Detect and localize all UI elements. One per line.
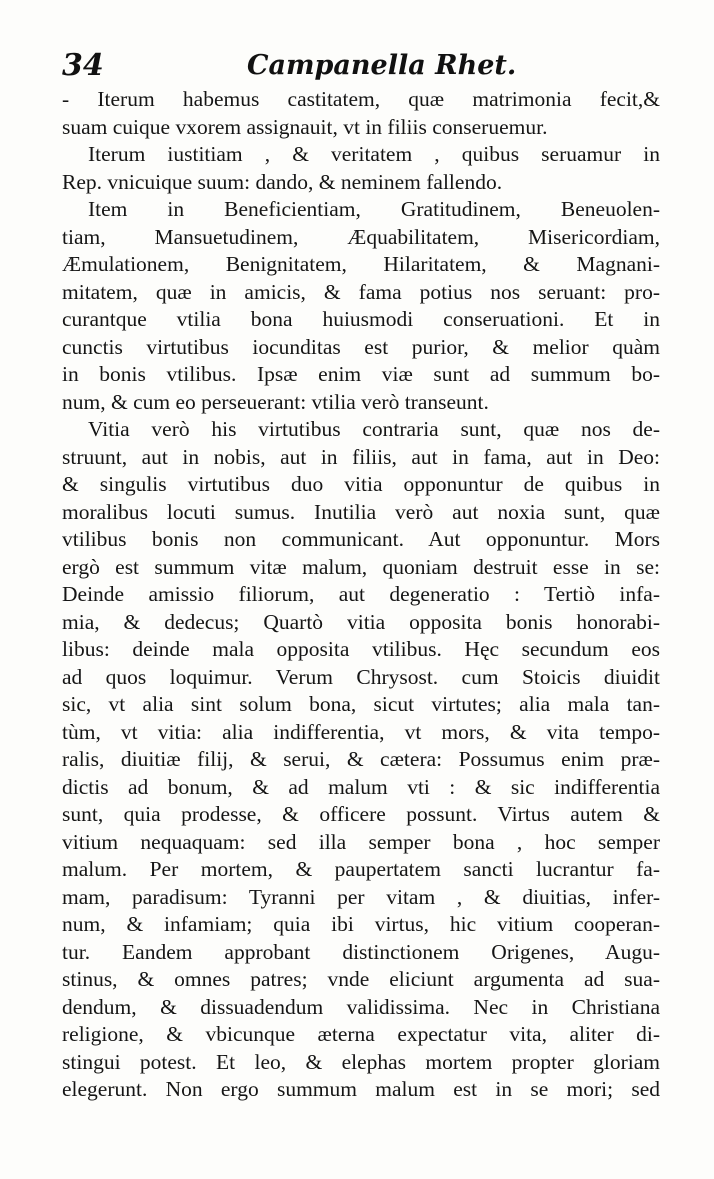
text-line: suam cuique vxorem assignauit, vt in filiis conseruemur. xyxy=(62,114,548,139)
text-line: elegerunt. Non ergo summum malum est in se mori; sed xyxy=(62,1077,660,1101)
text-line: dictis ad bonum, & ad malum vti : & sic indifferentia xyxy=(62,774,660,799)
text-line: mitatem, quæ in amicis, & fama potius nos seruant: pro- xyxy=(62,279,660,304)
text-line: Deinde amissio filiorum, aut degeneratio : Tertiò infa- xyxy=(62,582,660,606)
running-title: Campanella Rhet. xyxy=(247,50,517,81)
text-line: religione, & vbicunque æterna expectatur vita, aliter di- xyxy=(62,1022,660,1046)
text-line: stingui potest. Et leo, & elephas mortem propter gloriam xyxy=(62,1049,660,1074)
text-line: sunt, quia prodesse, & officere possunt. Virtus autem & xyxy=(62,802,660,826)
text-line: Iterum iustitiam , & veritatem , quibus seruamur in xyxy=(88,142,660,166)
body-text xyxy=(62,86,660,1104)
text-line: moralibus locuti sumus. Inutilia verò aut noxia sunt, quæ xyxy=(62,499,660,524)
text-line: libus: deinde mala opposita vtilibus. Hęc secundum eos xyxy=(62,637,660,661)
text-line: dendum, & dissuadendum validissima. Nec in Christiana xyxy=(62,994,660,1019)
text-line: ergò est summum vitæ malum, quoniam destruit esse in se: xyxy=(62,554,660,579)
text-line: stinus, & omnes patres; vnde eliciunt argumenta ad sua- xyxy=(62,967,660,991)
text-line: Æmulationem, Benignitatem, Hilaritatem, & Magnani- xyxy=(62,252,660,276)
text-line: curantque vtilia bona huiusmodi conseruationi. Et in xyxy=(62,307,660,331)
text-line: ralis, diuitiæ filij, & serui, & cætera: Possumus enim præ- xyxy=(62,747,660,771)
text-line: malum. Per mortem, & paupertatem sancti lucrantur fa- xyxy=(62,857,660,881)
text-line: tur. Eandem approbant distinctionem Origenes, Augu- xyxy=(62,939,660,964)
text-line: num, & infamiam; quia ibi virtus, hic vitium cooperan- xyxy=(62,912,660,936)
text-line: mia, & dedecus; Quartò vitia opposita bonis honorabi- xyxy=(62,609,660,634)
text-line: - Iterum habemus castitatem, quæ matrimonia fecit,& xyxy=(62,87,660,111)
text-line: mam, paradisum: Tyranni per vitam , & diuitias, infer- xyxy=(62,884,660,909)
text-line: tiam, Mansuetudinem, Æquabilitatem, Misericordiam, xyxy=(62,224,660,249)
text-line: tùm, vt vitia: alia indifferentia, vt mors, & vita tempo- xyxy=(62,719,660,744)
text-line: num, & cum eo perseuerant: vtilia verò transeunt. xyxy=(62,389,489,414)
text-line: vtilibus bonis non communicant. Aut opponuntur. Mors xyxy=(62,527,660,551)
text-line: in bonis vtilibus. Ipsæ enim viæ sunt ad summum bo- xyxy=(62,362,660,386)
text-line: Item in Beneficientiam, Gratitudinem, Beneuolen- xyxy=(88,197,660,221)
text-line: cunctis virtutibus iocunditas est purior, & melior quàm xyxy=(62,334,660,359)
text-line: Rep. vnicuique suum: dando, & neminem fallendo. xyxy=(62,169,503,194)
text-line: sic, vt alia sint solum bona, sicut virtutes; alia mala tan- xyxy=(62,692,660,716)
text-line: struunt, aut in nobis, aut in filiis, aut in fama, aut in Deo: xyxy=(62,444,660,469)
page-header xyxy=(62,48,662,88)
text-line: vitium nequaquam: sed illa semper bona , hoc semper xyxy=(62,829,660,854)
page-number: 34 xyxy=(62,48,104,83)
text-line: ad quos loquimur. Verum Chrysost. cum Stoicis diuidit xyxy=(62,664,660,689)
text-line: & singulis virtutibus duo vitia opponuntur de quibus in xyxy=(62,472,660,496)
text-line: Vitia verò his virtutibus contraria sunt, quæ nos de- xyxy=(88,417,660,441)
